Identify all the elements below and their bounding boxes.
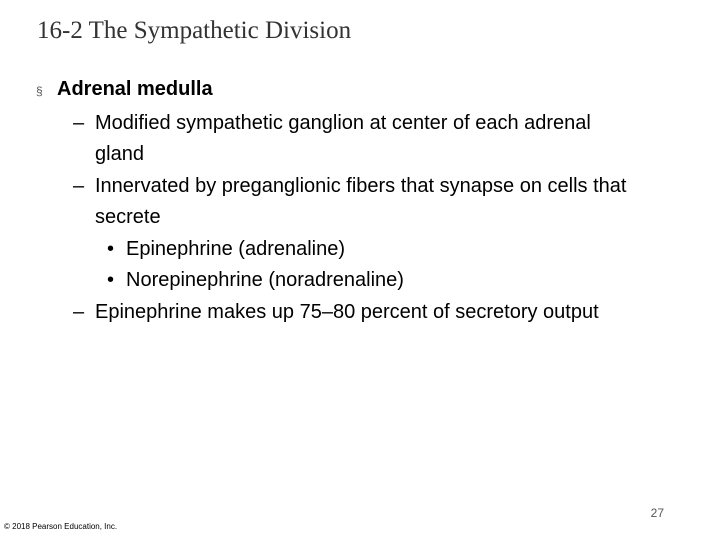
dash-bullet-icon: –	[73, 300, 85, 323]
dot-bullet-icon: •	[107, 269, 115, 291]
bullet-text: Norepinephrine (noradrenaline)	[126, 269, 404, 291]
bullet-epinephrine	[107, 234, 676, 266]
bullet-text: Innervated by preganglionic fibers that synapse on cells that secrete	[95, 174, 627, 228]
dash-bullet-icon: –	[73, 111, 85, 134]
bullet-norepinephrine	[107, 265, 676, 297]
slide-number: 27	[650, 506, 664, 520]
slide-body	[36, 74, 676, 328]
bullet-text: Epinephrine (adrenaline)	[126, 237, 346, 260]
square-bullet-icon: §	[36, 84, 43, 98]
copyright-notice: © 2018 Pearson Education, Inc.	[4, 522, 118, 531]
bullet-text: Modified sympathetic ganglion at center of each adrenal gland	[95, 111, 591, 165]
dash-bullet-icon: –	[73, 174, 85, 197]
slide-title: 16-2 The Sympathetic Division	[37, 17, 352, 44]
dot-bullet-icon: •	[107, 237, 115, 260]
bullet-modified-ganglion	[73, 108, 676, 171]
bullet-text: Adrenal medulla	[57, 78, 213, 100]
bullet-text: Epinephrine makes up 75–80 percent of secretory output	[95, 300, 599, 323]
bullet-innervated	[73, 171, 676, 234]
bullet-adrenal-medulla	[36, 74, 676, 108]
bullet-epinephrine-output	[73, 297, 676, 329]
